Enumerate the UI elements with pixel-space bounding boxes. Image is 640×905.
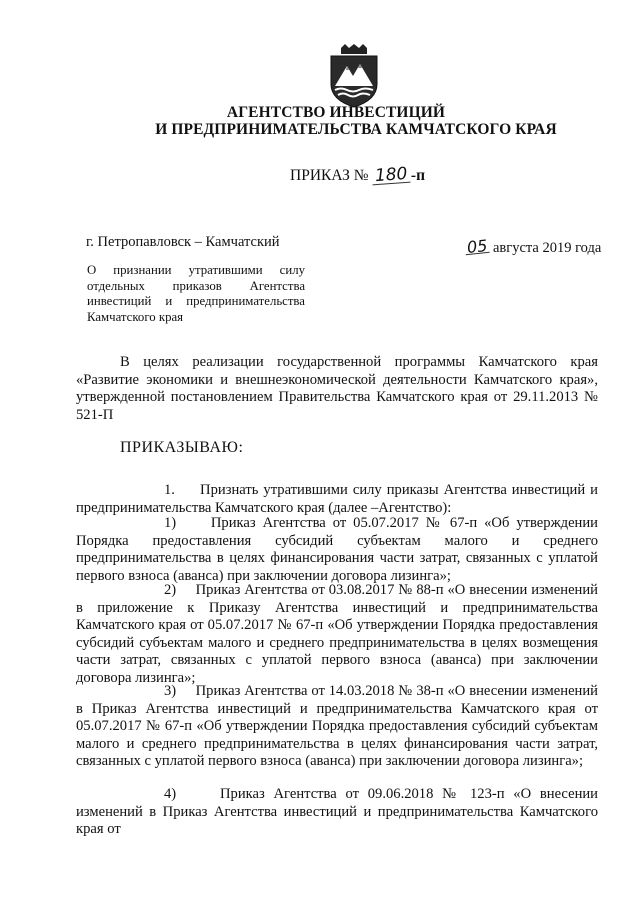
organization-name-line1: АГЕНТСТВО ИНВЕСТИЦИЙ xyxy=(226,104,446,121)
order-label: ПРИКАЗ № xyxy=(290,167,369,184)
item-text: Приказ Агентства от 03.08.2017 № 88-п «О внесении изменений в приложение к Приказу Агентства инвестиций и предпринимательства Камчатского края от 05.07.2017 № 67-п «Об утверждении Порядка предоставления субсидий субъектам малого и среднего предпринимательства в целях возмещения части затрат, связанных с уплатой первого взноса (аванса) при заключении договора лизинга»; xyxy=(76,582,598,686)
order-item xyxy=(76,482,598,517)
date-rest: августа 2019 года xyxy=(492,240,602,256)
preamble-paragraph: В целях реализации государственной программы Камчатского края «Развитие экономики и внешнеэкономической деятельности Камчатского края», утвержденной постановлением Правительства Камчатского края от 29.11.2013 № 521-П xyxy=(76,354,598,423)
item-text: Приказ Агентства от 14.03.2018 № 38-п «О внесении изменений в Приказ Агентства инвестиций и предпринимательства Камчатского края от 05.07.2017 № 67-п «Об утверждении Порядка предоставления субсидий субъектам малого и среднего предпринимательства в целях финансирования части затрат, связанных с уплатой первого взноса (аванса) при заключении договора лизинга»; xyxy=(76,683,598,769)
order-number-handwritten: 180 xyxy=(372,167,411,186)
order-item xyxy=(76,515,598,585)
place-of-issue: г. Петропавловск – Камчатский xyxy=(86,234,280,250)
command-word: ПРИКАЗЫВАЮ: xyxy=(120,439,244,456)
order-item xyxy=(76,683,598,771)
order-suffix: -п xyxy=(410,167,426,184)
order-item xyxy=(76,786,598,839)
item-label: 3) xyxy=(164,683,177,699)
item-text: Приказ Агентства от 09.06.2018 № 123-п «О внесении изменений в Приказ Агентства инвестиций и предпринимательства Камчатского края от xyxy=(76,786,598,837)
item-label: 2) xyxy=(164,582,177,598)
item-label: 1. xyxy=(164,482,175,498)
item-label: 4) xyxy=(164,786,177,802)
date-day-handwritten: 05 xyxy=(466,235,489,258)
item-label: 1) xyxy=(164,515,177,531)
coat-of-arms-icon xyxy=(327,44,381,108)
order-subject: О признании утратившими силу отдельных приказов Агентства инвестиций и предпринимательства Камчатского края xyxy=(87,263,305,324)
item-text: Признать утратившими силу приказы Агентства инвестиций и предпринимательства Камчатского края (далее –Агентство): xyxy=(76,482,598,516)
item-text: Приказ Агентства от 05.07.2017 № 67-п «Об утверждении Порядка предоставления субсидий субъектам малого и среднего предпринимательства в целях финансирования части затрат, связанных с уплатой первого взноса (аванса) при заключении договора лизинга»; xyxy=(76,515,598,584)
order-item xyxy=(76,582,598,687)
organization-name-line2: И ПРЕДПРИНИМАТЕЛЬСТВА КАМЧАТСКОГО КРАЯ xyxy=(155,121,557,138)
order-title xyxy=(290,163,426,187)
order-date xyxy=(465,235,602,258)
